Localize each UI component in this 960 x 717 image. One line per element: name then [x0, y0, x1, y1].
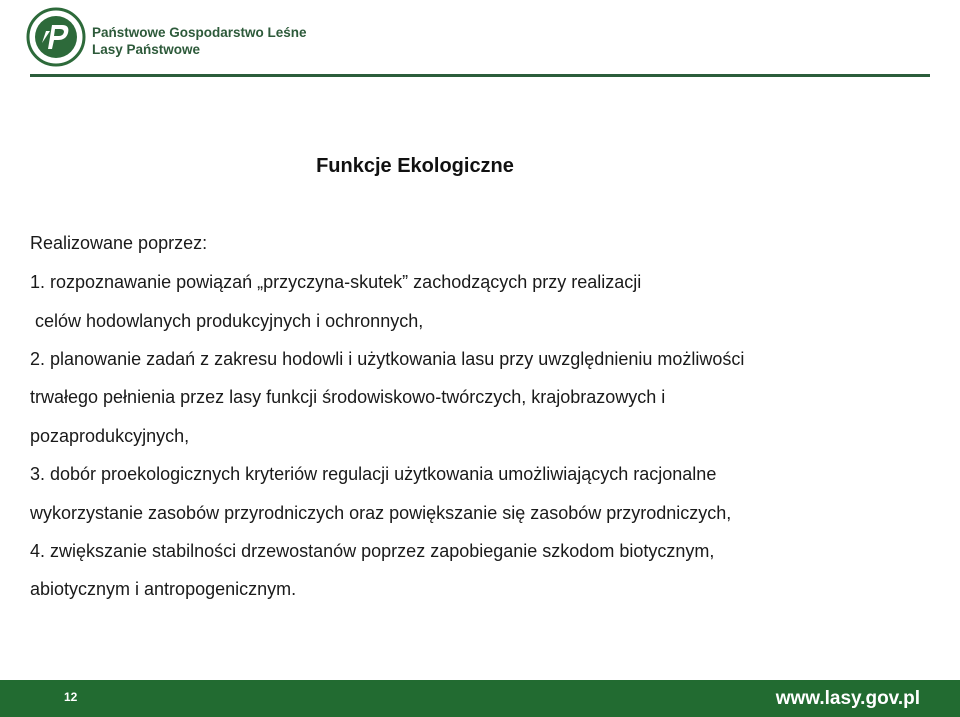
org-name-line2: Lasy Państwowe [92, 42, 201, 57]
item-3-line-1: 3. dobór proekologicznych kryteriów regulacji użytkowania umożliwiających racjonalne [30, 464, 717, 484]
item-1-line-2: celów hodowlanych produkcyjnych i ochronnych, [35, 311, 424, 331]
header-divider [30, 74, 930, 77]
item-3-line-2: wykorzystanie zasobów przyrodniczych oraz powiększanie się zasobów przyrodniczych, [30, 503, 732, 523]
header [0, 0, 960, 80]
item-4-line-2: abiotycznym i antropogenicznym. [30, 579, 297, 599]
org-name-line1: Państwowe Gospodarstwo Leśne [92, 25, 307, 40]
item-2-line-1: 2. planowanie zadań z zakresu hodowli i użytkowania lasu przy uwzględnieniu możliwości [30, 349, 745, 369]
item-2-line-2: trwałego pełnienia przez lasy funkcji środowiskowo-twórczych, krajobrazowych i [30, 387, 666, 407]
page-number: 12 [64, 690, 78, 704]
slide-title: Funkcje Ekologiczne [316, 155, 514, 177]
item-2-line-3: pozaprodukcyjnych, [30, 426, 190, 446]
lasy-panstwowe-logo [26, 7, 86, 67]
footer-bar [0, 680, 960, 717]
item-1-line-1: 1. rozpoznawanie powiązań „przyczyna-skutek” zachodzących przy realizacji [30, 272, 642, 292]
intro-line: Realizowane poprzez: [30, 233, 208, 253]
website-url: www.lasy.gov.pl [775, 688, 920, 709]
item-4-line-1: 4. zwiększanie stabilności drzewostanów poprzez zapobieganie szkodom biotycznym, [30, 541, 715, 561]
organization-name [92, 24, 307, 58]
